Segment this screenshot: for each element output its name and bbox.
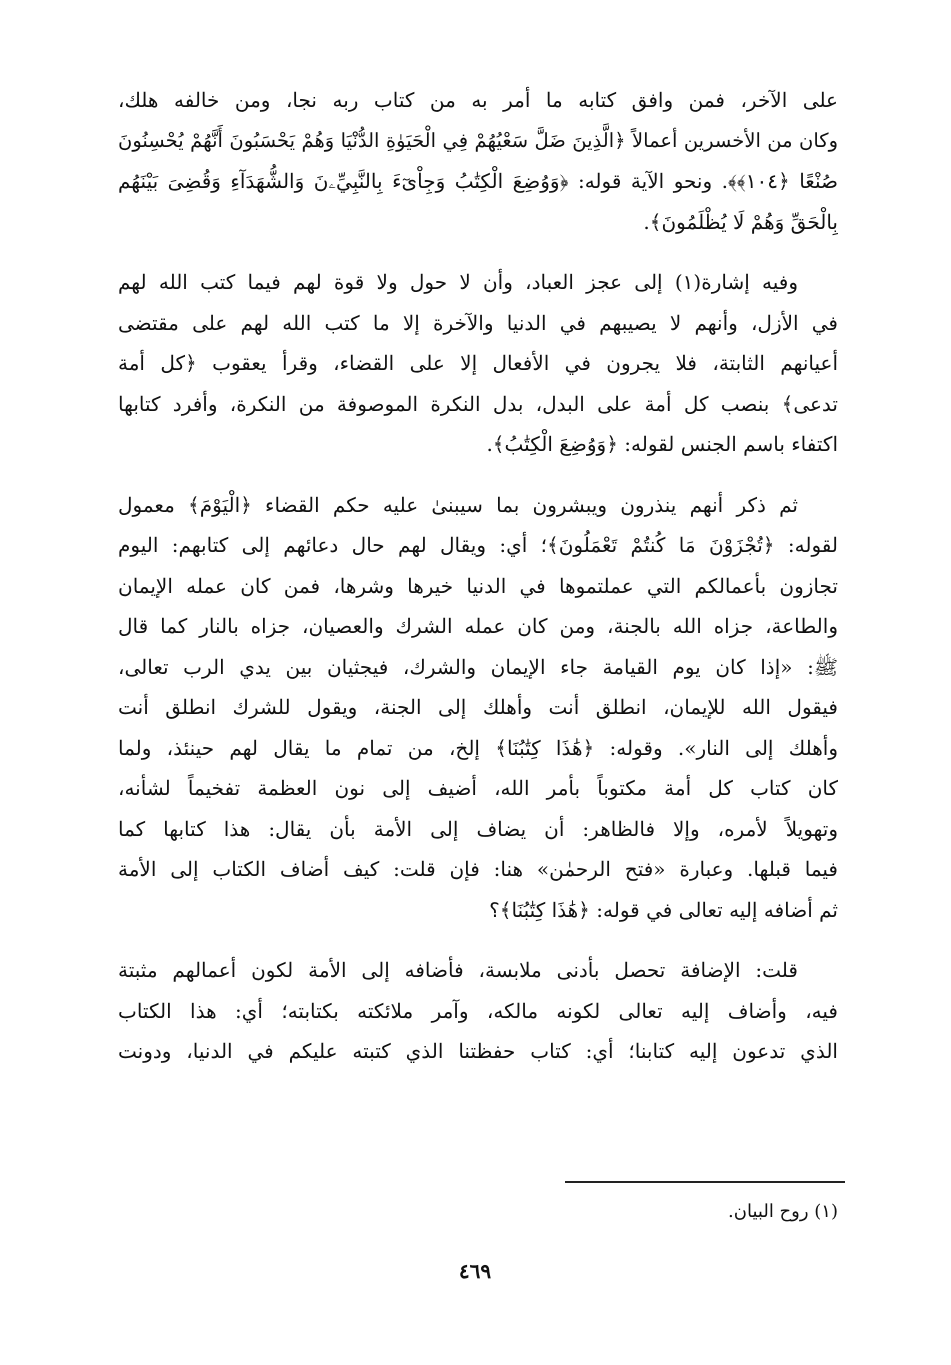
text-line: فيقول الله للإيمان، انطلق أنت وأهلك إلى الجنة، ويقول للشرك انطلق أنت <box>118 695 838 719</box>
text-line: ﷺ: «إذا كان يوم القيامة جاء الإيمان والشرك، فيجثيان بين يدي الرب تعالى، <box>118 654 838 679</box>
footnote: (١) روح البيان. <box>728 1201 838 1222</box>
text-line: قلت: الإضافة تحصل بأدنى ملابسة، فأضافه إلى الأمة لكون أعمالهم مثبتة <box>118 958 798 982</box>
text-line: الذي تدعون إليه كتابنا؛ أي: كتاب حفظتنا الذي كتبته عليكم في الدنيا، ودونت <box>118 1039 838 1063</box>
text-line: تدعى﴾ بنصب كل أمة على البدل، بدل النكرة الموصوفة من النكرة، وأفرد كتابها <box>118 391 838 416</box>
page-number: ٤٦٩ <box>458 1259 492 1283</box>
paragraph-1 <box>118 80 838 242</box>
paragraph-2 <box>118 262 838 465</box>
text-line: وفيه إشارة(١) إلى عجز العباد، وأن لا حول ولا قوة لهم فيما كتب الله لهم <box>118 270 798 294</box>
text-line: وكان من الأخسرين أعمالاً ﴿الَّذِينَ ضَلَّ سَعْيُهُمْ فِي الْحَيَوٰةِ الدُّنْيَا وَهُمْ يَحْسَبُونَ أَنَّهُمْ يُحْسِنُونَ <box>118 128 838 152</box>
text-line: اكتفاء باسم الجنس لقوله: ﴿وَوُضِعَ الْكِتَٰبُ﴾. <box>486 432 838 456</box>
text-line: ثم ذكر أنهم ينذرون ويبشرون بما سيبنىٰ عليه حكم القضاء ﴿الْيَوْمَ﴾ معمول <box>118 492 798 517</box>
text-line: صُنْعًا ﴿١٠٤﴾﴾. ونحو الآية قوله: ﴿وَوُضِعَ الْكِتَٰبُ وَجِاْىٓءَ بِالنَّبِيِّۦنَ وَالشُّهَدَآءِ وَقُضِىَ بَيْنَهُم <box>118 169 838 193</box>
text-line: على الآخر، فمن وافق كتابه ما أمر به من كتاب ربه نجا، ومن خالفه هلك، <box>118 88 838 112</box>
text-line: فيما قبلها. وعبارة «فتح الرحمٰن» هنا: فإن قلت: كيف أضاف الكتاب إلى الأمة <box>118 857 838 881</box>
text-line: وأهلك إلى النار». وقوله: ﴿هَٰذَا كِتَٰبُنَا﴾ إلخ، من تمام ما يقال لهم حينئذ، ولما <box>118 735 838 760</box>
text-line: تجازون بأعمالكم التي عملتموها في الدنيا خيرها وشرها، فمن كان عمله الإيمان <box>118 573 838 598</box>
text-line: في الأزل، وأنهم لا يصيبهم في الدنيا والآخرة إلا ما كتب الله لهم على مقتضى <box>118 310 838 335</box>
text-line: ثم أضافه إليه تعالى في قوله: ﴿هَٰذَا كِتَٰبُنَا﴾؟ <box>489 897 838 922</box>
body-text <box>118 80 838 1072</box>
text-line: فيه، وأضاف إليه تعالى لكونه مالكه، وآمر ملائكته بكتابته؛ أي: هذا الكتاب <box>118 998 838 1023</box>
text-line: والطاعة، جزاه الله بالجنة، ومن كان عمله الشرك والعصيان، جزاه بالنار كما قال <box>118 614 838 638</box>
text-line: لقوله: ﴿تُجْزَوْنَ مَا كُنتُمْ تَعْمَلُونَ﴾؛ أي: ويقال لهم حال دعائهم إلى كتابهم: اليوم <box>118 533 838 557</box>
footnote-separator <box>565 1181 845 1183</box>
paragraph-3 <box>118 485 838 931</box>
text-line: وتهويلاً لأمره، وإلا فالظاهر: أن يضاف إلى الأمة بأن يقال: هذا كتابها كما <box>118 816 838 841</box>
text-line: بِالْحَقِّ وَهُمْ لَا يُظْلَمُونَ﴾. <box>643 209 838 234</box>
text-line: كان كتاب كل أمة مكتوباً بأمر الله، أضيف إلى نون العظمة تفخيماً لشأنه، <box>118 776 838 800</box>
paragraph-4 <box>118 950 838 1072</box>
text-line: أعيانهم الثابتة، فلا يجرون في الأفعال إلا على القضاء، وقرأ يعقوب ﴿كل أمة <box>118 351 838 375</box>
